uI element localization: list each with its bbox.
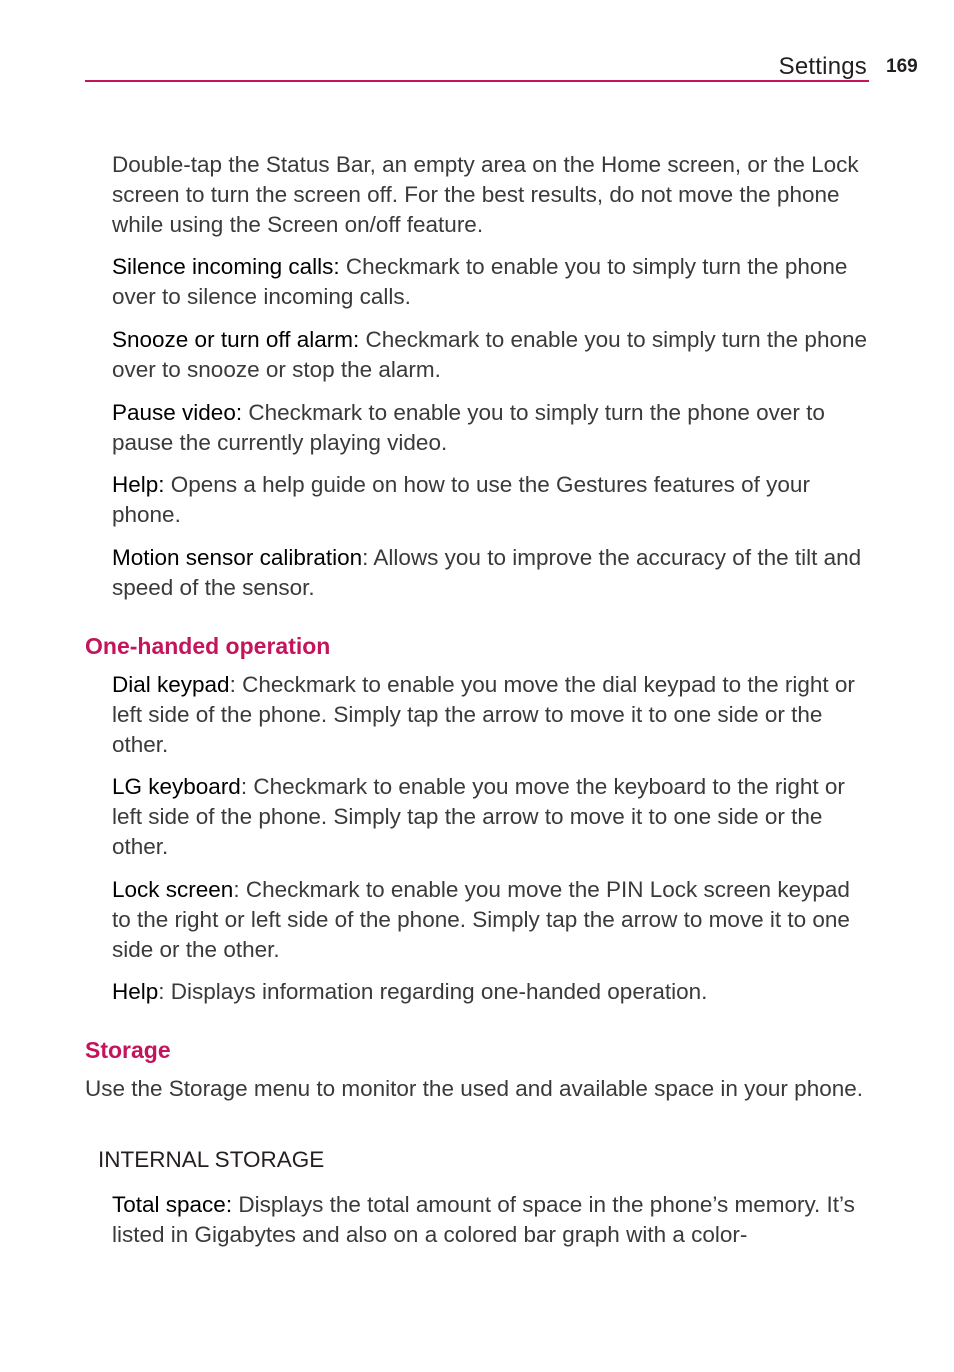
storage-intro: Use the Storage menu to monitor the used and available space in your phone. — [85, 1076, 863, 1101]
item-term: Dial keypad — [112, 672, 230, 697]
one-handed-item-dial-keypad — [112, 670, 872, 760]
one-handed-item-help — [112, 977, 872, 1007]
gesture-item-silence — [112, 252, 872, 312]
gesture-item-motion-sensor — [112, 543, 872, 603]
gesture-item-pause-video — [112, 398, 872, 458]
page-number: 169 — [886, 56, 918, 77]
item-text: : Checkmark to enable you move the dial keypad to the right or left side of the phone. Simply tap the arrow to move it to one side or the other. — [112, 672, 855, 757]
section-title: Settings — [778, 53, 867, 80]
item-term: Help: — [112, 472, 165, 497]
internal-storage-subheading: INTERNAL STORAGE — [98, 1147, 325, 1172]
item-text: : Displays information regarding one-handed operation. — [158, 979, 708, 1004]
gesture-item-snooze — [112, 325, 872, 385]
item-text: : Checkmark to enable you move the keyboard to the right or left side of the phone. Simply tap the arrow to move it to one side or the other. — [112, 774, 845, 859]
header-rule — [85, 80, 869, 82]
item-term: Pause video: — [112, 400, 243, 425]
page-header — [0, 0, 954, 90]
item-text: Displays the total amount of space in the phone’s memory. It’s listed in Gigabytes and also on a colored bar graph with a color- — [112, 1192, 855, 1247]
item-text: Checkmark to enable you to simply turn the phone over to pause the currently playing video. — [112, 400, 825, 455]
item-term: Silence incoming calls: — [112, 254, 340, 279]
storage-heading: Storage — [85, 1037, 171, 1063]
item-term: Total space: — [112, 1192, 233, 1217]
item-text: : Checkmark to enable you move the PIN Lock screen keypad to the right or left side of the phone. Simply tap the arrow to move it to one side or the other. — [112, 877, 850, 962]
item-term: Snooze or turn off alarm: — [112, 327, 360, 352]
gesture-item-help — [112, 470, 872, 530]
item-term: LG keyboard — [112, 774, 241, 799]
one-handed-item-lock-screen — [112, 875, 872, 965]
item-text: Checkmark to enable you to simply turn the phone over to snooze or stop the alarm. — [112, 327, 867, 382]
one-handed-heading: One-handed operation — [85, 633, 331, 659]
one-handed-item-lg-keyboard — [112, 772, 872, 862]
storage-item-total-space — [112, 1190, 872, 1250]
item-term: Motion sensor calibration — [112, 545, 363, 570]
item-term: Lock screen — [112, 877, 234, 902]
gestures-intro: Double-tap the Status Bar, an empty area on the Home screen, or the Lock screen to turn the screen off. For the best results, do not move the phone while using the Screen on/off feature. — [112, 152, 859, 237]
item-term: Help — [112, 979, 159, 1004]
item-text: Opens a help guide on how to use the Gestures features of your phone. — [112, 472, 810, 527]
item-text: : Allows you to improve the accuracy of the tilt and speed of the sensor. — [112, 545, 862, 600]
item-text: Checkmark to enable you to simply turn the phone over to silence incoming calls. — [112, 254, 848, 309]
